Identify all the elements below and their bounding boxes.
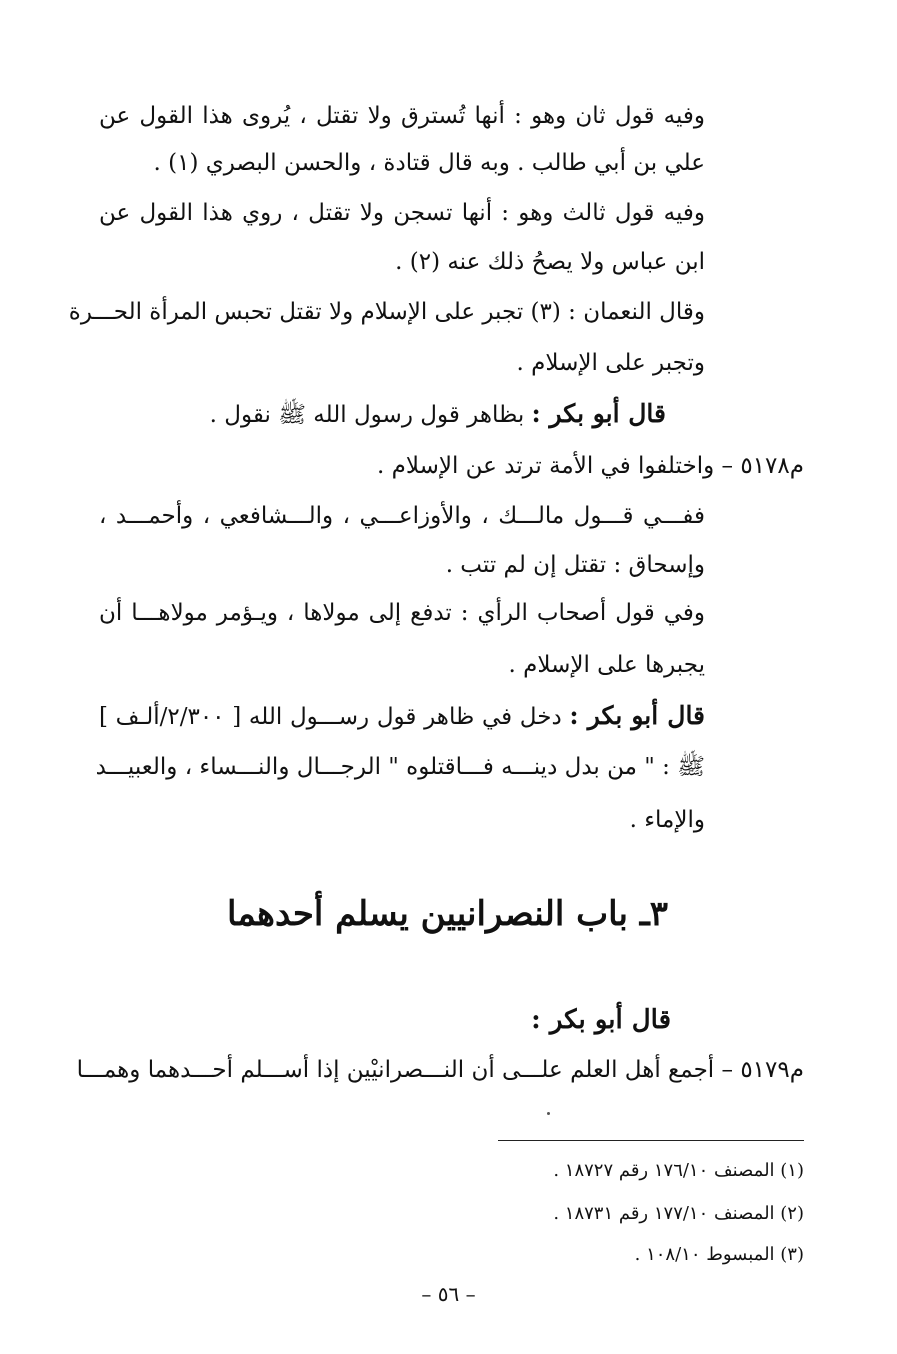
text-line-14: ﷺ : " من بدل دينـــه فـــاقتلوه " الرجـــال والنـــساء ، والعبيـــد xyxy=(95,754,705,780)
issue-5179-line: م٥١٧٩ – أجمع أهل العلم علـــى أن النـــصرانيْين إذا أســـلم أحـــدهما وهمـــا xyxy=(76,1057,804,1083)
footnote-2: (٢) المصنف ١٧٧/١٠ رقم ١٨٧٣١ . xyxy=(553,1203,804,1224)
text-line-7 xyxy=(210,397,666,431)
text-line-5: وقال النعمان : (٣) تجبر على الإسلام ولا تقتل تحبس المرأة الحـــرة xyxy=(68,299,705,325)
text-line-3: وفيه قول ثالث وهو : أنها تسجن ولا تقتل ، روي هذا القول عن xyxy=(99,200,705,226)
speaker-label-2: قال أبو بكر : xyxy=(569,701,706,730)
text-line-11: وفي قول أصحاب الرأي : تدفع إلى مولاها ، ويـؤمر مولاهـــا أن xyxy=(99,600,705,626)
chapter-heading: ٣ـ باب النصرانيين يسلم أحدهما xyxy=(227,894,668,934)
text-line-12: يجبرها على الإسلام . xyxy=(508,652,705,678)
text-line-9: ففـــي قـــول مالـــك ، والأوزاعـــي ، والـــشافعي ، وأحمـــد ، xyxy=(99,503,705,529)
footnote-separator xyxy=(498,1140,804,1141)
text-line-1: وفيه قول ثان وهو : أنها تُسترق ولا تقتل ، يُروى هذا القول عن xyxy=(99,103,705,129)
speaker-text: بظاهر قول رسول الله ﷺ نقول . xyxy=(209,402,525,428)
speaker-label: قال أبو بكر : xyxy=(531,399,666,428)
page-number: – ٥٦ – xyxy=(421,1282,476,1306)
ink-speck xyxy=(547,1112,550,1115)
text-line-10: وإسحاق : تقتل إن لم تتب . xyxy=(445,552,705,578)
footnote-1: (١) المصنف ١٧٦/١٠ رقم ١٨٧٢٧ . xyxy=(553,1160,804,1181)
section-speaker: قال أبو بكر : xyxy=(531,1005,671,1035)
footnote-3: (٣) المبسوط ١٠٨/١٠ . xyxy=(634,1244,804,1265)
text-line-2: علي بن أبي طالب . وبه قال قتادة ، والحسن البصري (١) . xyxy=(153,150,705,176)
issue-5178-line: م٥١٧٨ – واختلفوا في الأمة ترتد عن الإسلام . xyxy=(376,453,804,479)
text-line-6: وتجبر على الإسلام . xyxy=(516,350,705,376)
text-line-15: والإماء . xyxy=(629,807,705,833)
speaker-text-2: دخل في ظاهر قول رســـول الله [ ٢/٣٠٠/ألـف ] xyxy=(99,704,562,730)
text-line-4: ابن عباس ولا يصحُ ذلك عنه (٢) . xyxy=(395,249,705,275)
text-line-13 xyxy=(99,699,705,733)
